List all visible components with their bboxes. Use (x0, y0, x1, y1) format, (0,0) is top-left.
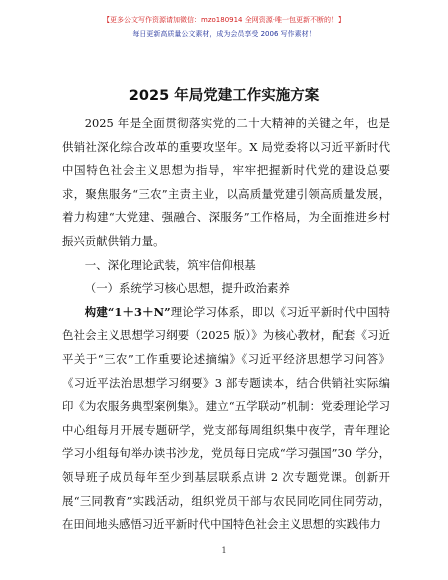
section-heading-1: 一、深化理论武装，筑牢信仰根基 (84, 257, 256, 272)
subsection-heading-1: （一）系统学习核心思想，提升政治素养 (84, 281, 290, 296)
promo-banner-line1: 【更多公文写作资源请加微信：mzo180914 全网资源·唯一包更新不断的！】 (103, 16, 345, 24)
intro-paragraph: 2025 年是全面贯彻落实党的二十大精神的关键之年，也是供销社深化综合改革的重要攻坚年。X 局党委将以习近平新时代中国特色社会主义思想为指导，牢牢把握新时代党的建设总要求，聚焦服务“三农”主责主业，以高质量党建引领高质量发展，着力构建“大党建、强融合、深服务”工作格局，为全面推进乡村振兴贡献供销力量。 (62, 116, 390, 248)
paragraph-lead-bold: 构建“1＋3＋N” (84, 304, 171, 319)
document-body (62, 112, 390, 537)
page-number: 1 (221, 546, 227, 555)
document-title: 2025 年局党建工作实施方案 (128, 88, 320, 104)
paragraph-text: 理论学习体系，即以《习近平新时代中国特色社会主义思想学习纲要（2025 版）》为核心教材，配套《习近平关于“三农”工作重要论述摘编》《习近平经济思想学习问答》《习近平法治思想学习纲要》3 部专题读本，结合供销社实际编印《为农服务典型案例集》。建立“五学联动”机制：党委理论学习中心组每月开展专题研学，党支部每周组织集中夜学，青年理论学习小组每旬举办读书沙龙，党员每日完成“学习强国”30 学分，领导班子成员每年至少到基层联系点讲 2 次专题党课。创新开展“三同教育”实践活动，组织党员干部与农民同吃同住同劳动，在田间地头感悟习近平新时代中国特色社会主义思想的实践伟力 (62, 304, 390, 532)
body-paragraph-1 (62, 301, 390, 537)
promo-banner-line2: 每日更新高质量公文素材，成为会员享受 2006 写作素材！ (132, 30, 316, 38)
